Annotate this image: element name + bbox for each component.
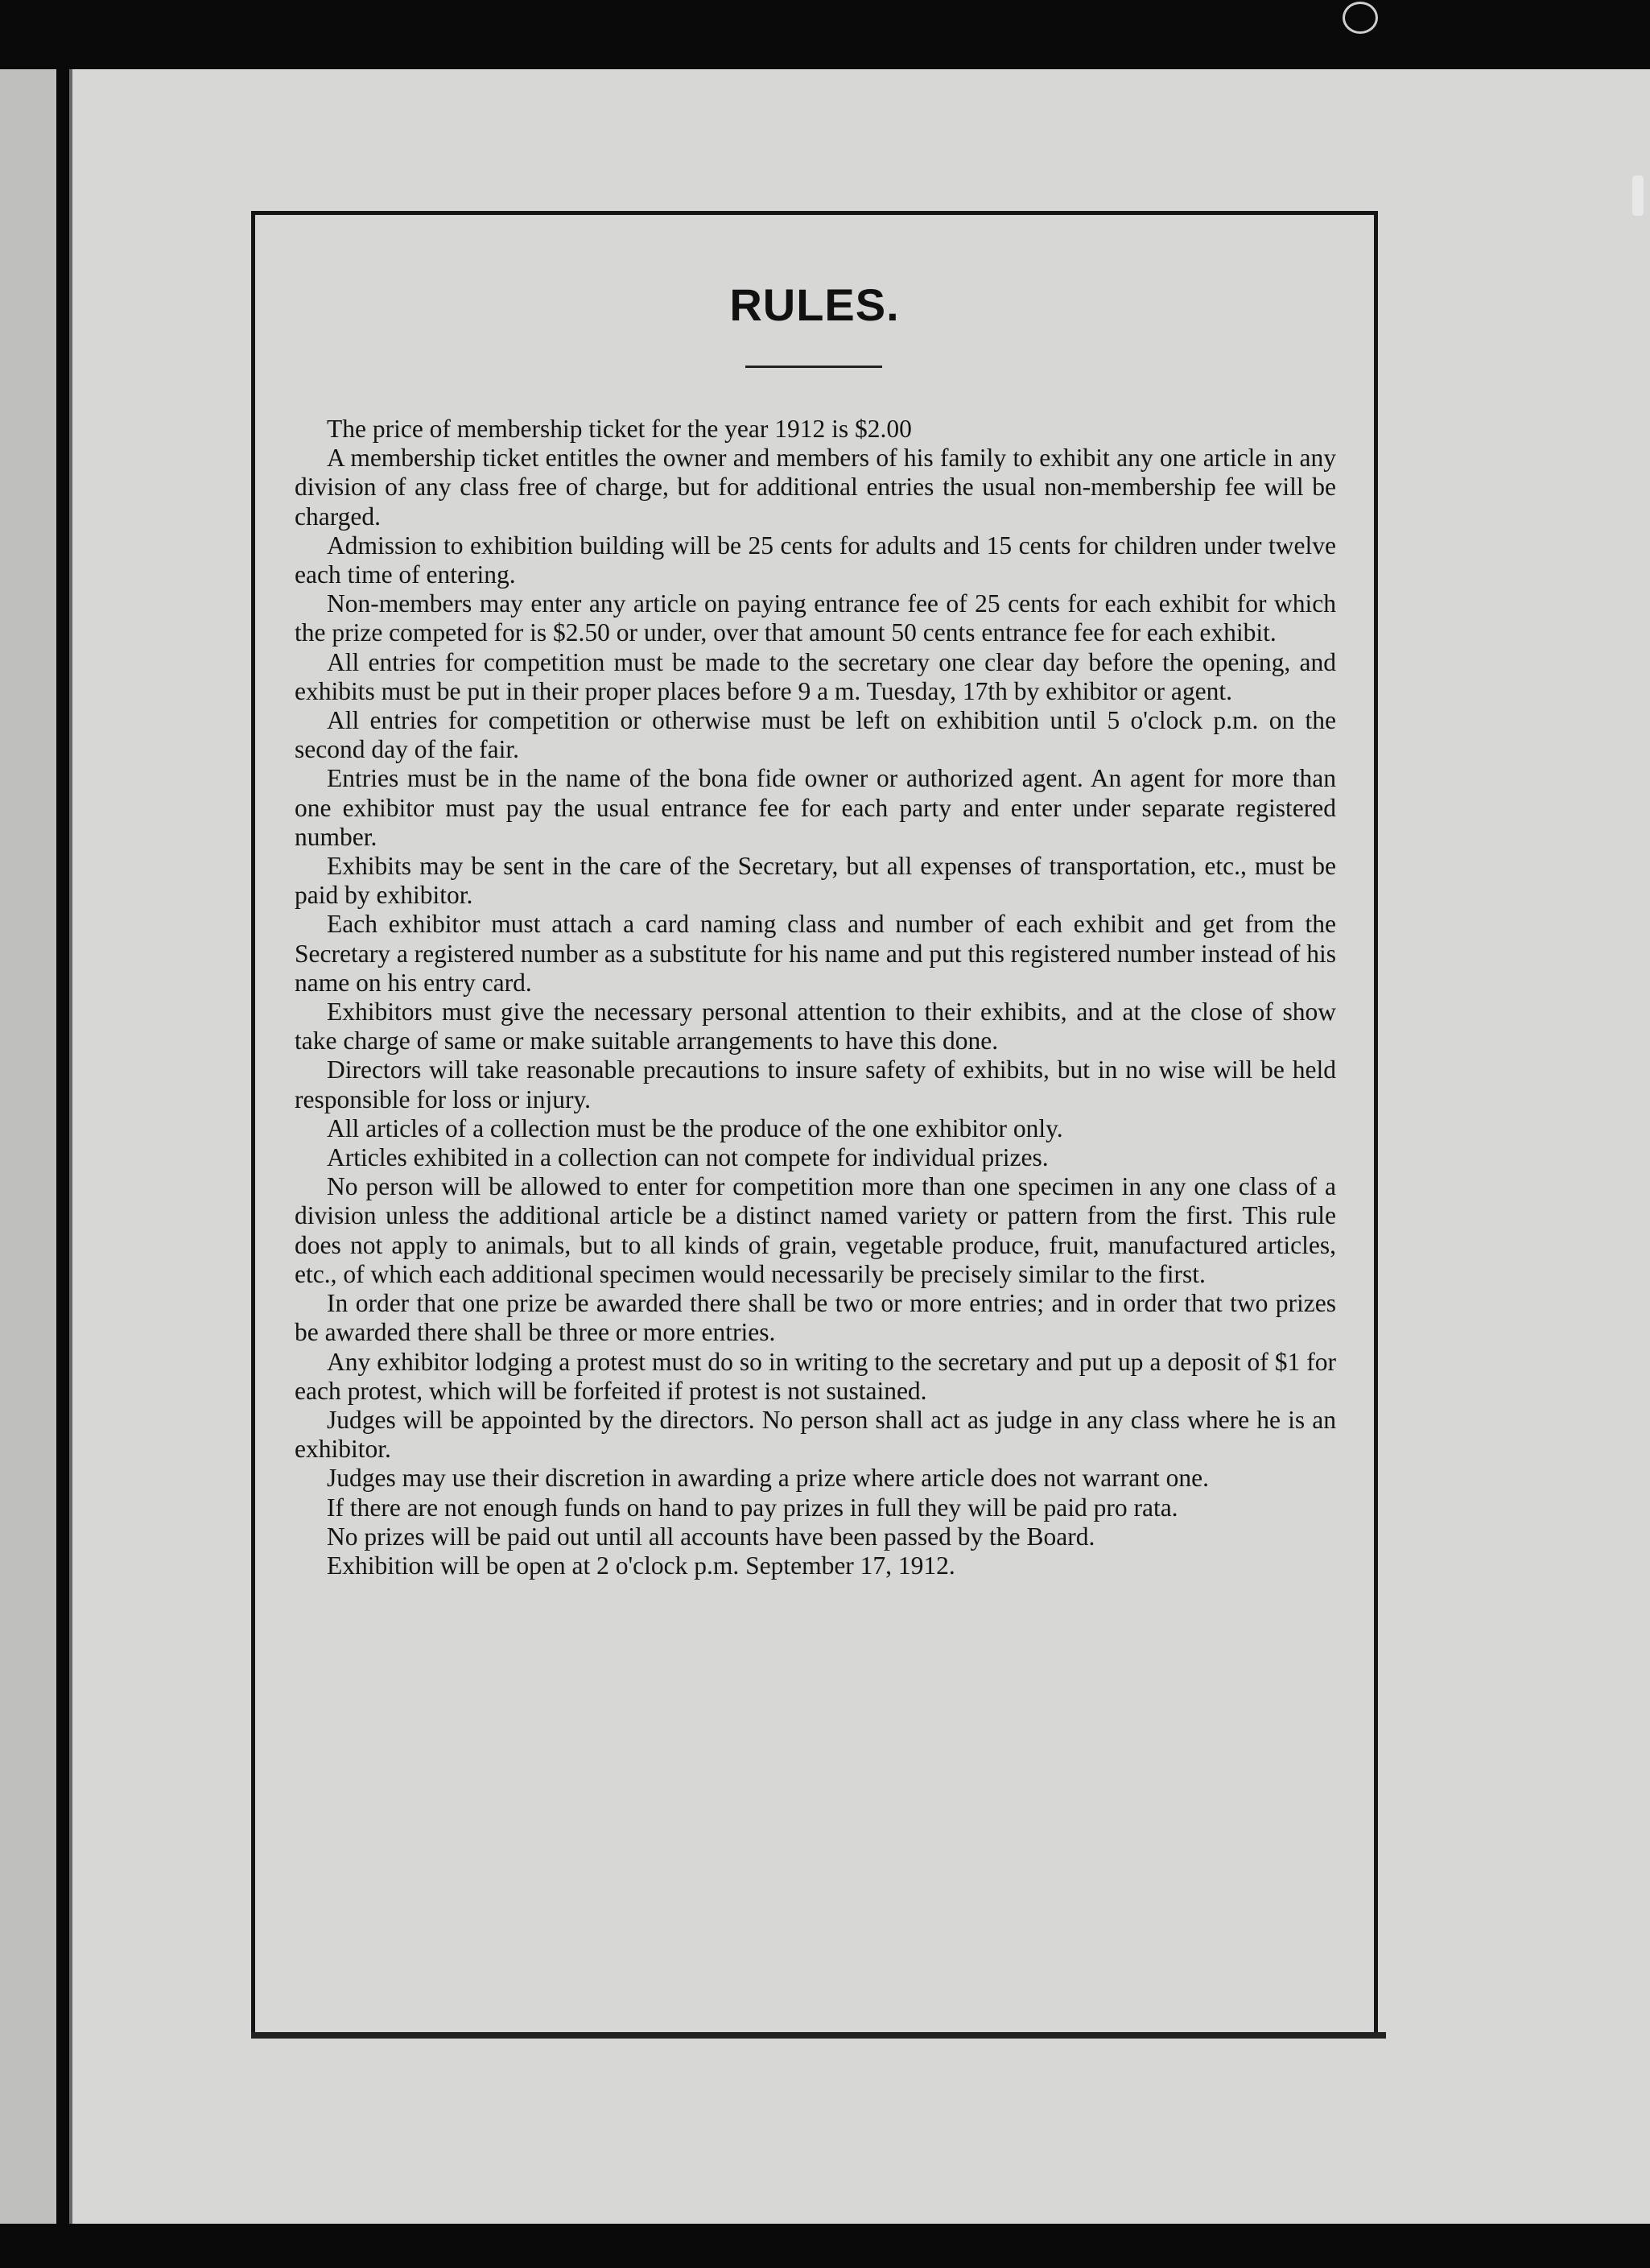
rule-paragraph-opening: Exhibition will be open at 2 o'clock p.m. September 17, 1912. xyxy=(327,1551,955,1580)
rule-paragraph: All articles of a collection must be the produce of the one exhibitor only. xyxy=(327,1113,1063,1142)
rule-paragraph: In order that one prize be awarded there shall be two or more entries; and in order that two prizes be awarded there shall be three or more entries. xyxy=(295,1289,1336,1347)
rule-paragraph: Admission to exhibition building will be 25 cents for adults and 15 cents for children under twelve each time of entering. xyxy=(295,531,1336,589)
rule-paragraph: Entries must be in the name of the bona fide owner or authorized agent. An agent for more than one exhibitor must pay the usual entrance fee for each party and enter under separate registered number. xyxy=(295,764,1336,851)
page-title: RULES. xyxy=(729,279,900,330)
rule-paragraph: Directors will take reasonable precautions to insure safety of exhibits, but in no wise will be held responsible for loss or injury. xyxy=(295,1056,1336,1113)
rules-border-bottom xyxy=(251,2032,1386,2039)
rule-paragraph: No prizes will be paid out until all accounts have been passed by the Board. xyxy=(327,1522,1095,1551)
rule-paragraph: A membership ticket entitles the owner and members of his family to exhibit any one article in any division of any class free of charge, but for additional entries the usual non-membership fee will be charged. xyxy=(295,444,1336,531)
rule-paragraph: No person will be allowed to enter for competition more than one specimen in any one class of a division unless the additional article be a distinct named variety or pattern from the first. This rule does not apply to animals, but to all kinds of grain, vegetable produce, fruit, manufactured articles, etc., of which each additional specimen would necessarily be precisely similar to the first. xyxy=(295,1172,1336,1288)
rule-paragraph: If there are not enough funds on hand to pay prizes in full they will be paid pro rata. xyxy=(327,1493,1178,1522)
rule-paragraph: Any exhibitor lodging a protest must do so in writing to the secretary and put up a deposit of $1 for each protest, which will be forfeited if protest is not sustained. xyxy=(295,1347,1336,1405)
rule-paragraph: Each exhibitor must attach a card naming class and number of each exhibit and get from the Secretary a registered number as a substitute for his name and put this registered number instead of his name on his entry card. xyxy=(295,910,1336,997)
rule-paragraph: Exhibitors must give the necessary personal attention to their exhibits, and at the close of show take charge of same or make suitable arrangements to have this done. xyxy=(295,998,1336,1056)
adjacent-page-edge xyxy=(0,69,56,2224)
film-speck xyxy=(1343,2,1378,34)
rule-paragraph: Articles exhibited in a collection can not compete for individual prizes. xyxy=(327,1143,1049,1172)
rule-paragraph: All entries for competition must be made to the secretary one clear day before the opening, and exhibits must be put in their proper places before 9 a m. Tuesday, 17th by exhibitor or agent. xyxy=(295,647,1336,705)
rule-paragraph: Judges will be appointed by the directors. No person shall act as judge in any class where he is an exhibitor. xyxy=(295,1405,1336,1464)
rule-paragraph: All entries for competition or otherwise must be left on exhibition until 5 o'clock p.m. on the second day of the fair. xyxy=(295,706,1336,764)
title-divider xyxy=(745,366,882,368)
film-speck xyxy=(1632,176,1644,216)
rules-list xyxy=(295,415,1336,1580)
rule-paragraph: The price of membership ticket for the year 1912 is $2.00 xyxy=(327,415,912,443)
rule-paragraph: Judges may use their discretion in awarding a prize where article does not warrant one. xyxy=(327,1464,1209,1493)
rule-paragraph: Non-members may enter any article on paying entrance fee of 25 cents for each exhibit for which the prize competed for is $2.50 or under, over that amount 50 cents entrance fee for each exhibit. xyxy=(295,589,1336,647)
rule-paragraph: Exhibits may be sent in the care of the Secretary, but all expenses of transportation, etc., must be paid by exhibitor. xyxy=(295,852,1336,910)
